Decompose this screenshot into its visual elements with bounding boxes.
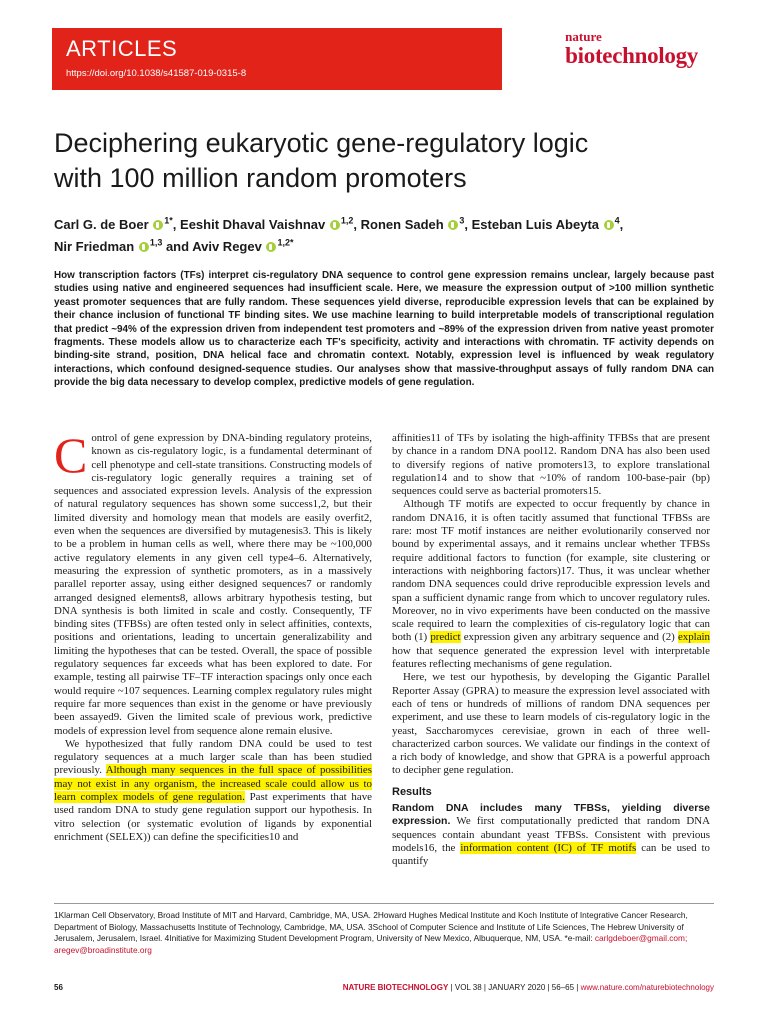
doi-link[interactable]: https://doi.org/10.1038/s41587-019-0315-8 — [66, 68, 247, 79]
author[interactable]: Eeshit Dhaval Vaishnav $^{1,2}$, — [180, 215, 358, 232]
paragraph-text: can be used to quantify — [392, 841, 710, 868]
footer-issue: | VOL 38 | JANUARY 2020 | 56–65 | — [448, 983, 581, 992]
paragraph — [392, 671, 710, 777]
footer-citation — [343, 983, 714, 992]
journal-logo-line1: nature — [565, 29, 602, 44]
paragraph — [392, 498, 710, 671]
paragraph-text: expression given any arbitrary sequence and (2) — [463, 631, 675, 644]
paragraph-text: Although TF motifs are expected to occur frequently by chance in random DNA16, it is often tacitly assumed that functional TFBSs are rare: most TF motif instances are neither evolutionarily conserved nor bound by experimental assays, and it remains unclear whether TFBSs require additional factors to function (for example, site clustering or interactions with neighboring factors)17. Thus, it was unclear whether random DNA sequences could drive reproducible expression levels and span a sufficient dynamic range from which to uncover regulatory rules. Moreover, no in vivo experiments have been conducted on the massive scale required to learn the complexities of cis-regulatory logic that can both (1) — [392, 498, 710, 644]
author-name: Eeshit Dhaval Vaishnav — [180, 217, 326, 232]
author-affiliation: 1,3 — [149, 237, 163, 248]
paragraph-text: We hypothesized that fully random DNA could be used to test regulatory sequences at a much larger scale than has been studied previously. — [54, 737, 372, 777]
body-column-left — [54, 427, 373, 844]
paragraph-text: Here, we test our hypothesis, by developing the Gigantic Parallel Reporter Assay (GPRA) to measure the expression level associated with each of tens or hundreds of millions of random DNA sequences per experiment, and use these to learn models of cis-regulatory logic in the yeast, Saccharomyces cerevisiae, grown in each of three well-characterized carbon sources. We validate our findings in the context of a rich body of knowledge, and show that GPRA is a powerful approach to decipher gene regulation. — [392, 671, 710, 777]
title-line-2: with 100 million random promoters — [54, 163, 467, 193]
orcid-icon[interactable] — [448, 220, 458, 230]
author[interactable]: Carl G. de Boer $^{1*}$, — [54, 215, 177, 232]
paragraph-text: affinities11 of TFs by isolating the high-affinity TFBSs that are present by chance in a random DNA pool12. Random DNA has also been used to diversify regions of native promoters13, to explore translational regulation14 and to show that ~10% of random 100-base-pair (bp) sequences could serve as bacterial promoters15. — [392, 432, 710, 498]
journal-logo-line2: biotechnology — [565, 43, 698, 68]
footnote-divider — [54, 903, 714, 904]
author-name: Carl G. de Boer — [54, 217, 149, 232]
paragraph — [54, 738, 372, 844]
orcid-icon[interactable] — [266, 242, 276, 252]
footer-url[interactable]: www.nature.com/naturebiotechnology — [580, 983, 714, 992]
footer-journal: NATURE BIOTECHNOLOGY — [342, 983, 449, 992]
orcid-icon[interactable] — [604, 220, 614, 230]
body-column-right — [392, 432, 710, 869]
section-heading: Results — [392, 785, 432, 798]
author-name: Aviv Regev — [192, 239, 262, 254]
title-line-1: Deciphering eukaryotic gene-regulatory logic — [54, 128, 589, 158]
paragraph-text: how that sequence generated the expression level with interpretable features reflecting mechanisms of gene regulation. — [392, 644, 710, 671]
author[interactable]: Ronen Sadeh $^3$, — [360, 215, 468, 232]
orcid-icon[interactable] — [330, 220, 340, 230]
page-number: 56 — [54, 983, 63, 992]
email-links[interactable]: carlgdeboer@gmail.com; aregev@broadinstitute.org — [54, 933, 688, 955]
author-conjunction: and — [165, 239, 190, 254]
paragraph — [392, 802, 710, 868]
author-affiliation: 3 — [459, 215, 465, 226]
author[interactable] — [192, 239, 293, 254]
article-type: ARTICLES — [66, 36, 178, 61]
author-list — [54, 214, 714, 258]
paragraph-text: ontrol of gene expression by DNA-binding regulatory proteins, known as cis-regulatory logic, is a fundamental determinant of cell phenotype and cell-state transitions. Constructing models of cis-regulatory logic generally requires a training set of sequences and associated expression levels. Analysis of the expression of natural regulatory sequences has shown some success1,2, but their limited diversity and homology mean that models are easily overfit2, even when the sequences are diversified by mutagenesis3. This is likely to be a problem in human cells as well, where there may be ~100,000 active regulatory elements in any given cell type4–6. Alternatively, measuring the expression of synthetic promoters, as in a massively parallel reporter assay, using either designed sequences7 or randomly arranged designed elements8, allows arbitrary hypothesis testing, but DNA synthesis is both limited in scale and costly. Consequently, TF binding sites (TFBSs) are often tested only in select affinities, contexts, positions and orientations, leading to uncertain generalizability and limiting the hypotheses that can be tested. Overall, the space of possible regulatory sequences far exceeds what has been explored to date. For example, testing all pairwise TF–TF interaction spacings only once each would require ~107 sequences. Learning complex regulatory rules might require far more sequences than exist in the genome or have previously been assayed9. Given the limited scale of previous work, predictive models of expression level from sequence alone remain elusive. — [54, 432, 372, 737]
author-affiliation: 1,2* — [277, 237, 294, 248]
author-name: Esteban Luis Abeyta — [471, 217, 600, 232]
author-affiliation: 1* — [164, 215, 173, 226]
journal-logo — [565, 30, 698, 68]
orcid-icon[interactable] — [153, 220, 163, 230]
article-type-banner — [52, 28, 502, 90]
author[interactable] — [54, 239, 162, 254]
subsection-heading: Random DNA includes many TFBSs, yielding diverse expression. — [392, 802, 710, 828]
affiliations — [54, 910, 714, 956]
highlighted-text[interactable]: information content (IC) of TF motifs — [460, 841, 637, 854]
paragraph — [392, 432, 710, 498]
paragraph-text: We first computationally predicted that random DNA sequences contain abundant yeast TFBSs. Consistent with previous models16, the — [392, 815, 710, 854]
drop-cap: C — [54, 427, 88, 483]
author-name: Ronen Sadeh — [360, 217, 444, 232]
highlighted-text[interactable]: predict — [430, 631, 461, 644]
orcid-icon[interactable] — [139, 242, 149, 252]
abstract: How transcription factors (TFs) interpret cis-regulatory DNA sequence to control gene expression remains unclear, largely because past studies using native and engineered sequences had insufficient scale. Here, we measure the expression output of >100 million synthetic yeast promoter sequences that are fully random. These sequences yield diverse, reproducible expression levels that can be explained by their chance inclusion of functional TF binding sites. We use machine learning to build interpretable models of transcriptional regulation that predict ~94% of the expression driven from independent test promoters and ~89% of the expression driven from native yeast promoter fragments. These models allow us to characterize each TF's specificity, activity and interactions with chromatin. TF activity depends on binding-site strand, position, DNA helical face and chromatin context. Notably, expression level is influenced by weak regulatory interactions, which confound designed-sequence studies. Our analyses show that massive-throughput assays of fully random DNA can provide the big data necessary to develop complex, predictive models of gene regulation. — [54, 270, 714, 389]
highlighted-text[interactable]: Although many sequences in the full space of possibilities may not exist in any organism, the increased scale could allow us to learn complex models of gene regulation. — [54, 764, 373, 804]
article-title — [54, 126, 714, 196]
affiliations-text: 1Klarman Cell Observatory, Broad Institute of MIT and Harvard, Cambridge, MA, USA. 2Howard Hughes Medical Institute and Koch Institute of Integrative Cancer Research, Department of Biology, Massachusetts Institute of Technology, Cambridge, MA, USA. 3School of Computer Science and Institute of Life Sciences, The Hebrew University of Jerusalem, Jerusalem, Israel. 4Initiative for Maximizing Student Development Program, University of New Mexico, Albuquerque, NM, USA. *e-mail: — [54, 910, 688, 943]
author-name: Nir Friedman — [54, 239, 135, 254]
paragraph-text: Past experiments that have used random DNA to study gene regulation support our hypothesis. In vitro selection (or systematic evolution of ligands by exponential enrichment (SELEX)) can define the specificities10 and — [54, 791, 372, 843]
author-affiliation: 4 — [614, 215, 620, 226]
paragraph — [54, 427, 372, 738]
highlighted-text[interactable]: explain — [677, 631, 710, 644]
author[interactable]: Esteban Luis Abeyta $^4$, — [471, 215, 624, 232]
author-affiliation: 1,2 — [340, 215, 354, 226]
page-footer — [54, 983, 714, 992]
